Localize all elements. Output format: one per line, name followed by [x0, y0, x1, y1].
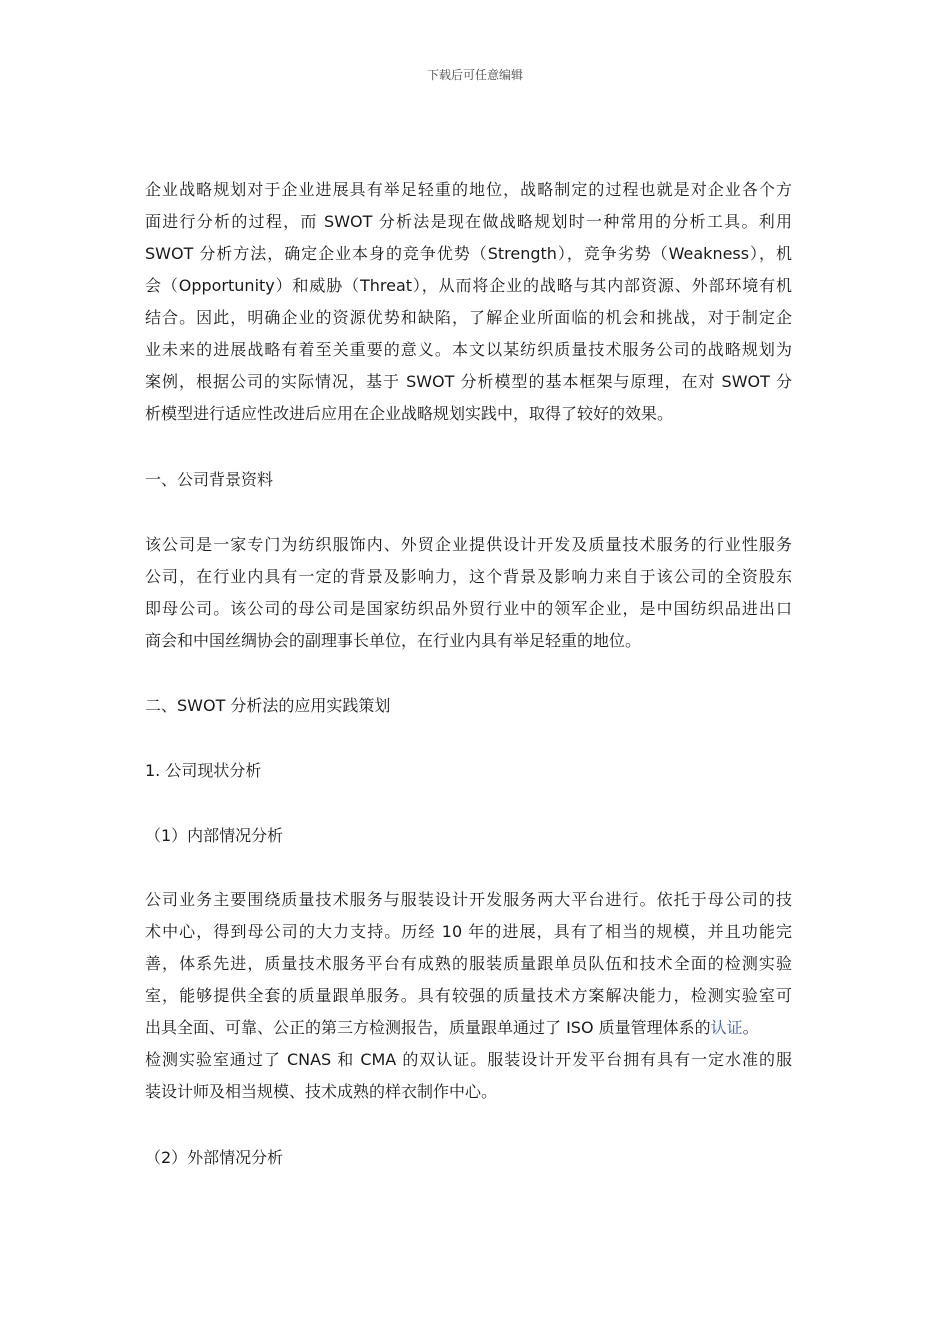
section-heading: 二、SWOT 分析法的应用实践策划 [145, 696, 391, 715]
internal-line: 检测实验室通过了 CNAS 和 CMA 的双认证。服装设计开发平台拥有具有一定水准的服 [145, 1050, 792, 1069]
intro-line: 案例，根据公司的实际情况，基于 SWOT 分析模型的基本框架与原理，在对 SWOT 分 [145, 372, 792, 391]
internal-line-text: 出具全面、可靠、公正的第三方检测报告，质量跟单通过了 ISO 质量管理体系的 [145, 1018, 711, 1037]
section1-line: 即母公司。该公司的母公司是国家纺织品外贸行业中的领军企业，是中国纺织品进出口 [145, 599, 792, 618]
intro-line: 结合。因此，明确企业的资源优势和缺陷，了解企业所面临的机会和挑战，对于制定企 [145, 308, 792, 327]
internal-line: 公司业务主要围绕质量技术服务与服装设计开发服务两大平台进行。依托于母公司的技 [145, 890, 792, 909]
internal-line [145, 1018, 759, 1038]
internal-line: 术中心，得到母公司的大力支持。历经 10 年的进展，具有了相当的规模，并且功能完 [145, 922, 792, 941]
section1-line: 公司，在行业内具有一定的背景及影响力，这个背景及影响力来自于该公司的全资股东 [145, 567, 792, 586]
section1-line: 商会和中国丝绸协会的副理事长单位，在行业内具有举足轻重的地位。 [145, 631, 642, 650]
header-watermark: 下载后可任意编辑 [426, 68, 523, 82]
intro-line: 业未来的进展战略有着至关重要的意义。本文以某纺织质量技术服务公司的战略规划为 [145, 340, 792, 359]
subsection-heading: （2）外部情况分析 [145, 1148, 284, 1167]
intro-line: 面进行分析的过程，而 SWOT 分析法是现在做战略规划时一种常用的分析工具。利用 [145, 212, 792, 231]
internal-line: 善，体系先进，质量技术服务平台有成熟的服装质量跟单员队伍和技术全面的检测实验 [145, 954, 792, 973]
certification-link[interactable]: 认证 [710, 1018, 743, 1037]
subsection-heading: （1）内部情况分析 [145, 826, 284, 845]
section1-line: 该公司是一家专门为纺织服饰内、外贸企业提供设计开发及质量技术服务的行业性服务 [145, 535, 792, 554]
internal-line: 装设计师及相当规模、技术成熟的样衣制作中心。 [145, 1082, 498, 1101]
internal-line: 室，能够提供全套的质量跟单服务。具有较强的质量技术方案解决能力，检测实验室可 [145, 986, 792, 1005]
intro-line: 析模型进行适应性改进后应用在企业战略规划实践中，取得了较好的效果。 [145, 404, 674, 423]
intro-line: SWOT 分析方法，确定企业本身的竞争优势（Strength），竞争劣势（Weakness），机 [145, 244, 792, 263]
internal-line-text: 。 [742, 1018, 759, 1037]
subsection-heading: 1. 公司现状分析 [145, 761, 262, 780]
section-heading: 一、公司背景资料 [145, 470, 274, 489]
intro-line: 企业战略规划对于企业进展具有举足轻重的地位，战略制定的过程也就是对企业各个方 [145, 180, 792, 199]
intro-line: 会（Opportunity）和威胁（Threat），从而将企业的战略与其内部资源、外部环境有机 [145, 276, 792, 295]
